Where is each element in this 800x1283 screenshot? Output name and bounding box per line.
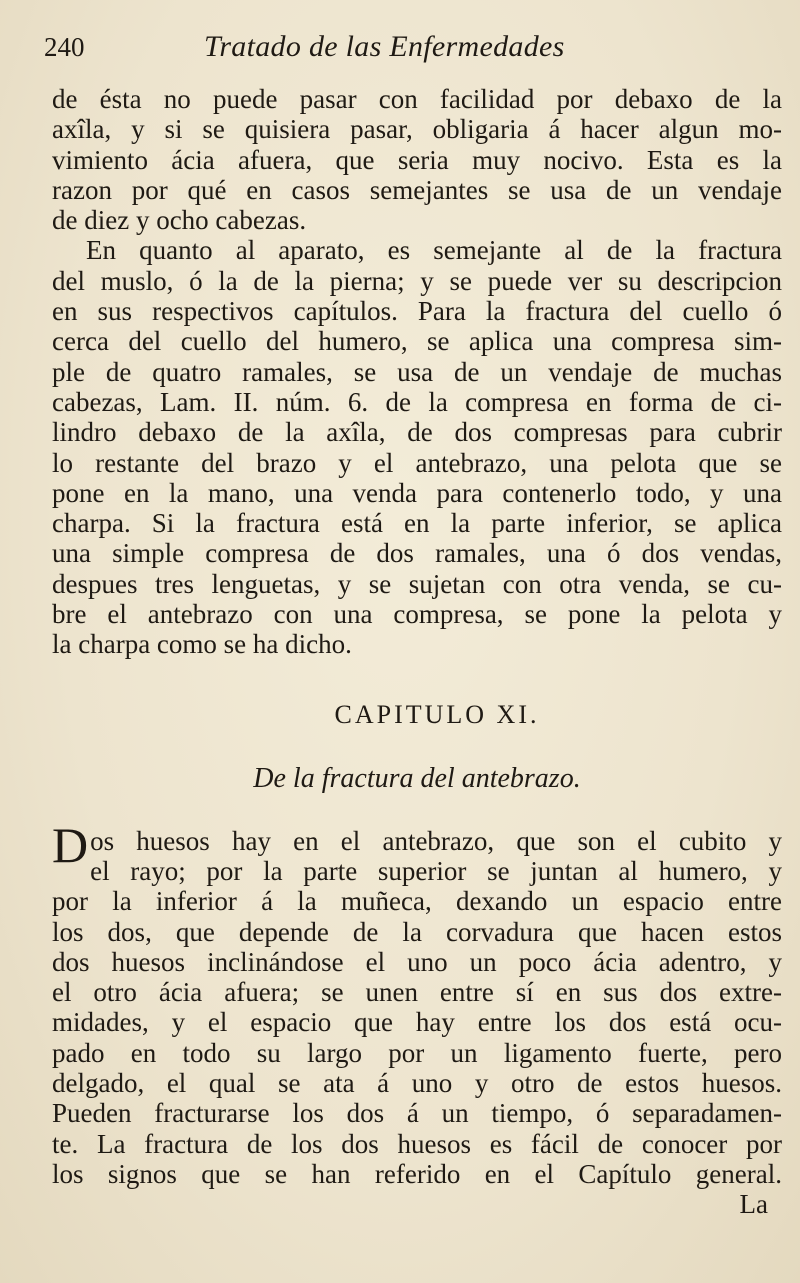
first-line-text: os huesos hay en el antebrazo, que son el cubito y [90, 825, 782, 856]
text-line: te. La fractura de los dos huesos es fácil de conocer por [52, 1128, 782, 1159]
text-line: bre el antebrazo con una compresa, se pone la pelota y [52, 599, 782, 630]
text-line: los signos que se han referido en el Capítulo general. [52, 1158, 782, 1189]
text-line: pone en la mano, una venda para contenerlo todo, y una [52, 477, 782, 508]
body-text [52, 84, 782, 1220]
text-line: lindro debaxo de la axîla, de dos compresas para cubrir [52, 417, 782, 448]
catchword: La [739, 1189, 768, 1220]
text-line: de ésta no puede pasar con facilidad por debaxo de la [52, 84, 782, 114]
text-line: vimiento ácia afuera, que seria muy nocivo. Esta es la [52, 144, 782, 175]
paragraph-2 [52, 235, 782, 659]
text-line: dos huesos inclinándose el uno un poco ácia adentro, y [52, 946, 782, 977]
text-line: axîla, y si se quisiera pasar, obligaria á hacer algun mo- [52, 114, 782, 145]
text-line: Pueden fracturarse los dos á un tiempo, ó separadamen- [52, 1098, 782, 1129]
text-line: ple de quatro ramales, se usa de un vendaje de muchas [52, 356, 782, 387]
text-line: charpa. Si la fractura está en la parte inferior, se aplica [52, 508, 782, 539]
text-line: el rayo; por la parte superior se juntan al humero, y [90, 855, 782, 886]
text-line: cerca del cuello del humero, se aplica una compresa sim- [52, 326, 782, 357]
text-line: razon por qué en casos semejantes se usa de un vendaje [52, 174, 782, 205]
text-line: de diez y ocho cabezas. [52, 205, 307, 236]
text-line: En quanto al aparato, es semejante al de la fractura [86, 235, 782, 266]
text-line: del muslo, ó la de la pierna; y se puede ver su descripcion [52, 265, 782, 296]
text-line: despues tres lenguetas, y se sujetan con otra venda, se cu- [52, 568, 782, 599]
page-header [44, 26, 764, 66]
text-line: el otro ácia afuera; se unen entre sí en sus dos extre- [52, 977, 782, 1008]
text-line: cabezas, Lam. II. núm. 6. de la compresa en forma de ci- [52, 386, 782, 417]
text-line: en sus respectivos capítulos. Para la fractura del cuello ó [52, 296, 782, 327]
running-title: Tratado de las Enfermedades [204, 30, 565, 63]
chapter-subtitle: De la fractura del antebrazo. [253, 762, 581, 794]
text-line: por la inferior á la muñeca, dexando un espacio entre [52, 886, 782, 917]
text-line: midades, y el espacio que hay entre los dos está ocu- [52, 1007, 782, 1038]
text-line: la charpa como se ha dicho. [52, 629, 352, 660]
text-line: lo restante del brazo y el antebrazo, una pelota que se [52, 447, 782, 478]
chapter-heading: CAPITULO XI. [334, 699, 540, 729]
text-line: los dos, que depende de la corvadura que hacen estos [52, 916, 782, 947]
page-number: 240 [44, 32, 85, 62]
drop-cap: D [52, 816, 89, 873]
text-line: una simple compresa de dos ramales, una ó dos vendas, [52, 538, 782, 569]
text-line: pado en todo su largo por un ligamento fuerte, pero [52, 1037, 782, 1068]
text-line: delgado, el qual se ata á uno y otro de estos huesos. [52, 1068, 782, 1099]
paragraph-3 [52, 816, 782, 1190]
paragraph-1 [52, 84, 782, 235]
